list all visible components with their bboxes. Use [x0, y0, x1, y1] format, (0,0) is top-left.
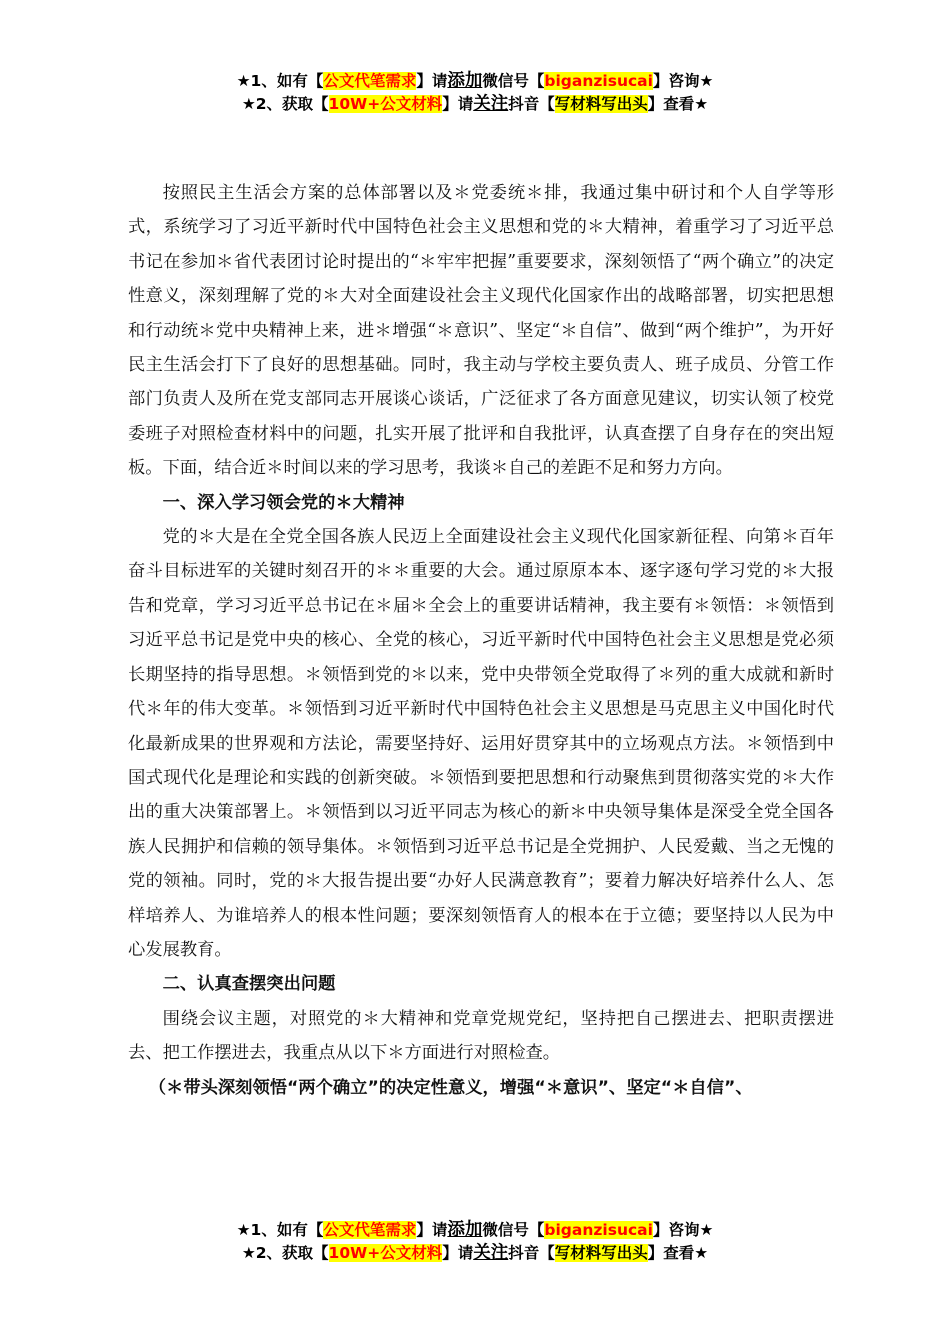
- emphasis-add: 添加: [447, 1220, 483, 1240]
- banner-top: [0, 70, 950, 116]
- emphasis-add: 添加: [447, 71, 483, 91]
- star-icon: ★: [236, 1221, 251, 1239]
- banner-text: 抖音【: [508, 1244, 555, 1262]
- star-icon: ★: [236, 72, 251, 90]
- banner-text: 】请: [416, 72, 448, 90]
- banner-line-2: [0, 93, 950, 116]
- highlight-service: 公文代笔需求: [323, 1221, 417, 1239]
- banner-line-2: [0, 1242, 950, 1265]
- highlight-service: 公文代笔需求: [323, 72, 417, 90]
- banner-bottom: [0, 1219, 950, 1265]
- highlight-materials: 10W+公文材料: [328, 1244, 443, 1262]
- highlight-wechat-id[interactable]: biganzisucai: [544, 72, 653, 90]
- document-body: [128, 176, 834, 1105]
- section-2-paragraph: 围绕会议主题，对照党的＊大精神和党章党规党纪，坚持把自己摆进去、把职责摆进去、把工作摆进去，我重点从以下＊方面进行对照检查。: [128, 1008, 834, 1064]
- banner-text: 】咨询★: [652, 1221, 714, 1239]
- banner-text: 】查看★: [647, 95, 709, 113]
- section-1-paragraph: 党的＊大是在全党全国各族人民迈上全面建设社会主义现代化国家新征程、向第＊百年奋斗目标进军的关键时刻召开的＊＊重要的大会。通过原原本本、逐字逐句学习党的＊大报告和党章，学习习近平总书记在＊届＊全会上的重要讲话精神，我主要有＊领悟：＊领悟到习近平总书记是党中央的核心、全党的核心，习近平新时代中国特色社会主义思想是党必须长期坚持的指导思想。＊领悟到党的＊以来，党中央带领全党取得了＊列的重大成就和新时代＊年的伟大变革。＊领悟到习近平新时代中国特色社会主义思想是马克思主义中国化时代化最新成果的世界观和方法论，需要坚持好、运用好贯穿其中的立场观点方法。＊领悟到中国式现代化是理论和实践的创新突破。＊领悟到要把思想和行动聚焦到贯彻落实党的＊大作出的重大决策部署上。＊领悟到以习近平同志为核心的新＊中央领导集体是深受全党全国各族人民拥护和信赖的领导集体。＊领悟到习近平总书记是全党拥护、人民爱戴、当之无愧的党的领袖。同时，党的＊大报告提出要“办好人民满意教育”；要着力解决好培养什么人、怎样培养人、为谁培养人的根本性问题；要深刻领悟育人的根本在于立德；要坚持以人民为中心发展教育。: [128, 527, 834, 960]
- banner-line-1: [0, 70, 950, 93]
- highlight-douyin-account[interactable]: 写材料写出头: [554, 95, 648, 113]
- banner-text: 】请: [416, 1221, 448, 1239]
- banner-line-1: [0, 1219, 950, 1242]
- banner-text: 抖音【: [508, 95, 555, 113]
- section-heading-2: 二、认真查摆突出问题: [162, 974, 336, 995]
- banner-text: 2、获取【: [255, 95, 329, 113]
- highlight-materials: 10W+公文材料: [328, 95, 443, 113]
- section-heading-1: 一、深入学习领会党的＊大精神: [162, 492, 405, 513]
- star-icon: ★: [241, 1244, 256, 1262]
- banner-text: 2、获取【: [255, 1244, 329, 1262]
- highlight-wechat-id[interactable]: biganzisucai: [544, 1221, 653, 1239]
- banner-text: 】请: [442, 1244, 474, 1262]
- highlight-douyin-account[interactable]: 写材料写出头: [554, 1244, 648, 1262]
- banner-text: 微信号【: [482, 1221, 545, 1239]
- emphasis-follow: 关注: [473, 1243, 509, 1263]
- banner-text: 】咨询★: [652, 72, 714, 90]
- star-icon: ★: [241, 95, 256, 113]
- banner-text: 1、如有【: [250, 72, 324, 90]
- emphasis-follow: 关注: [473, 94, 509, 114]
- banner-text: 1、如有【: [250, 1221, 324, 1239]
- intro-paragraph: 按照民主生活会方案的总体部署以及＊党委统＊排，我通过集中研讨和个人自学等形式，系统学习了习近平新时代中国特色社会主义思想和党的＊大精神，着重学习了习近平总书记在参加＊省代表团讨论时提出的“＊牢牢把握”重要要求，深刻领悟了“两个确立”的决定性意义，深刻理解了党的＊大对全面建设社会主义现代化国家作出的战略部署，切实把思想和行动统＊党中央精神上来，进＊增强“＊意识”、坚定“＊自信”、做到“两个维护”，为开好民主生活会打下了良好的思想基础。同时，我主动与学校主要负责人、班子成员、分管工作部门负责人及所在党支部同志开展谈心谈话，广泛征求了各方面意见建议，切实认领了校党委班子对照检查材料中的问题，扎实开展了批评和自我批评，认真查摆了自身存在的突出短板。下面，结合近＊时间以来的学习思考，我谈＊自己的差距不足和努力方向。: [128, 183, 834, 479]
- subheading-1: （＊带头深刻领悟“两个确立”的决定性意义，增强“＊意识”、坚定“＊自信”、: [148, 1077, 753, 1098]
- banner-text: 微信号【: [482, 72, 545, 90]
- banner-text: 】请: [442, 95, 474, 113]
- banner-text: 】查看★: [647, 1244, 709, 1262]
